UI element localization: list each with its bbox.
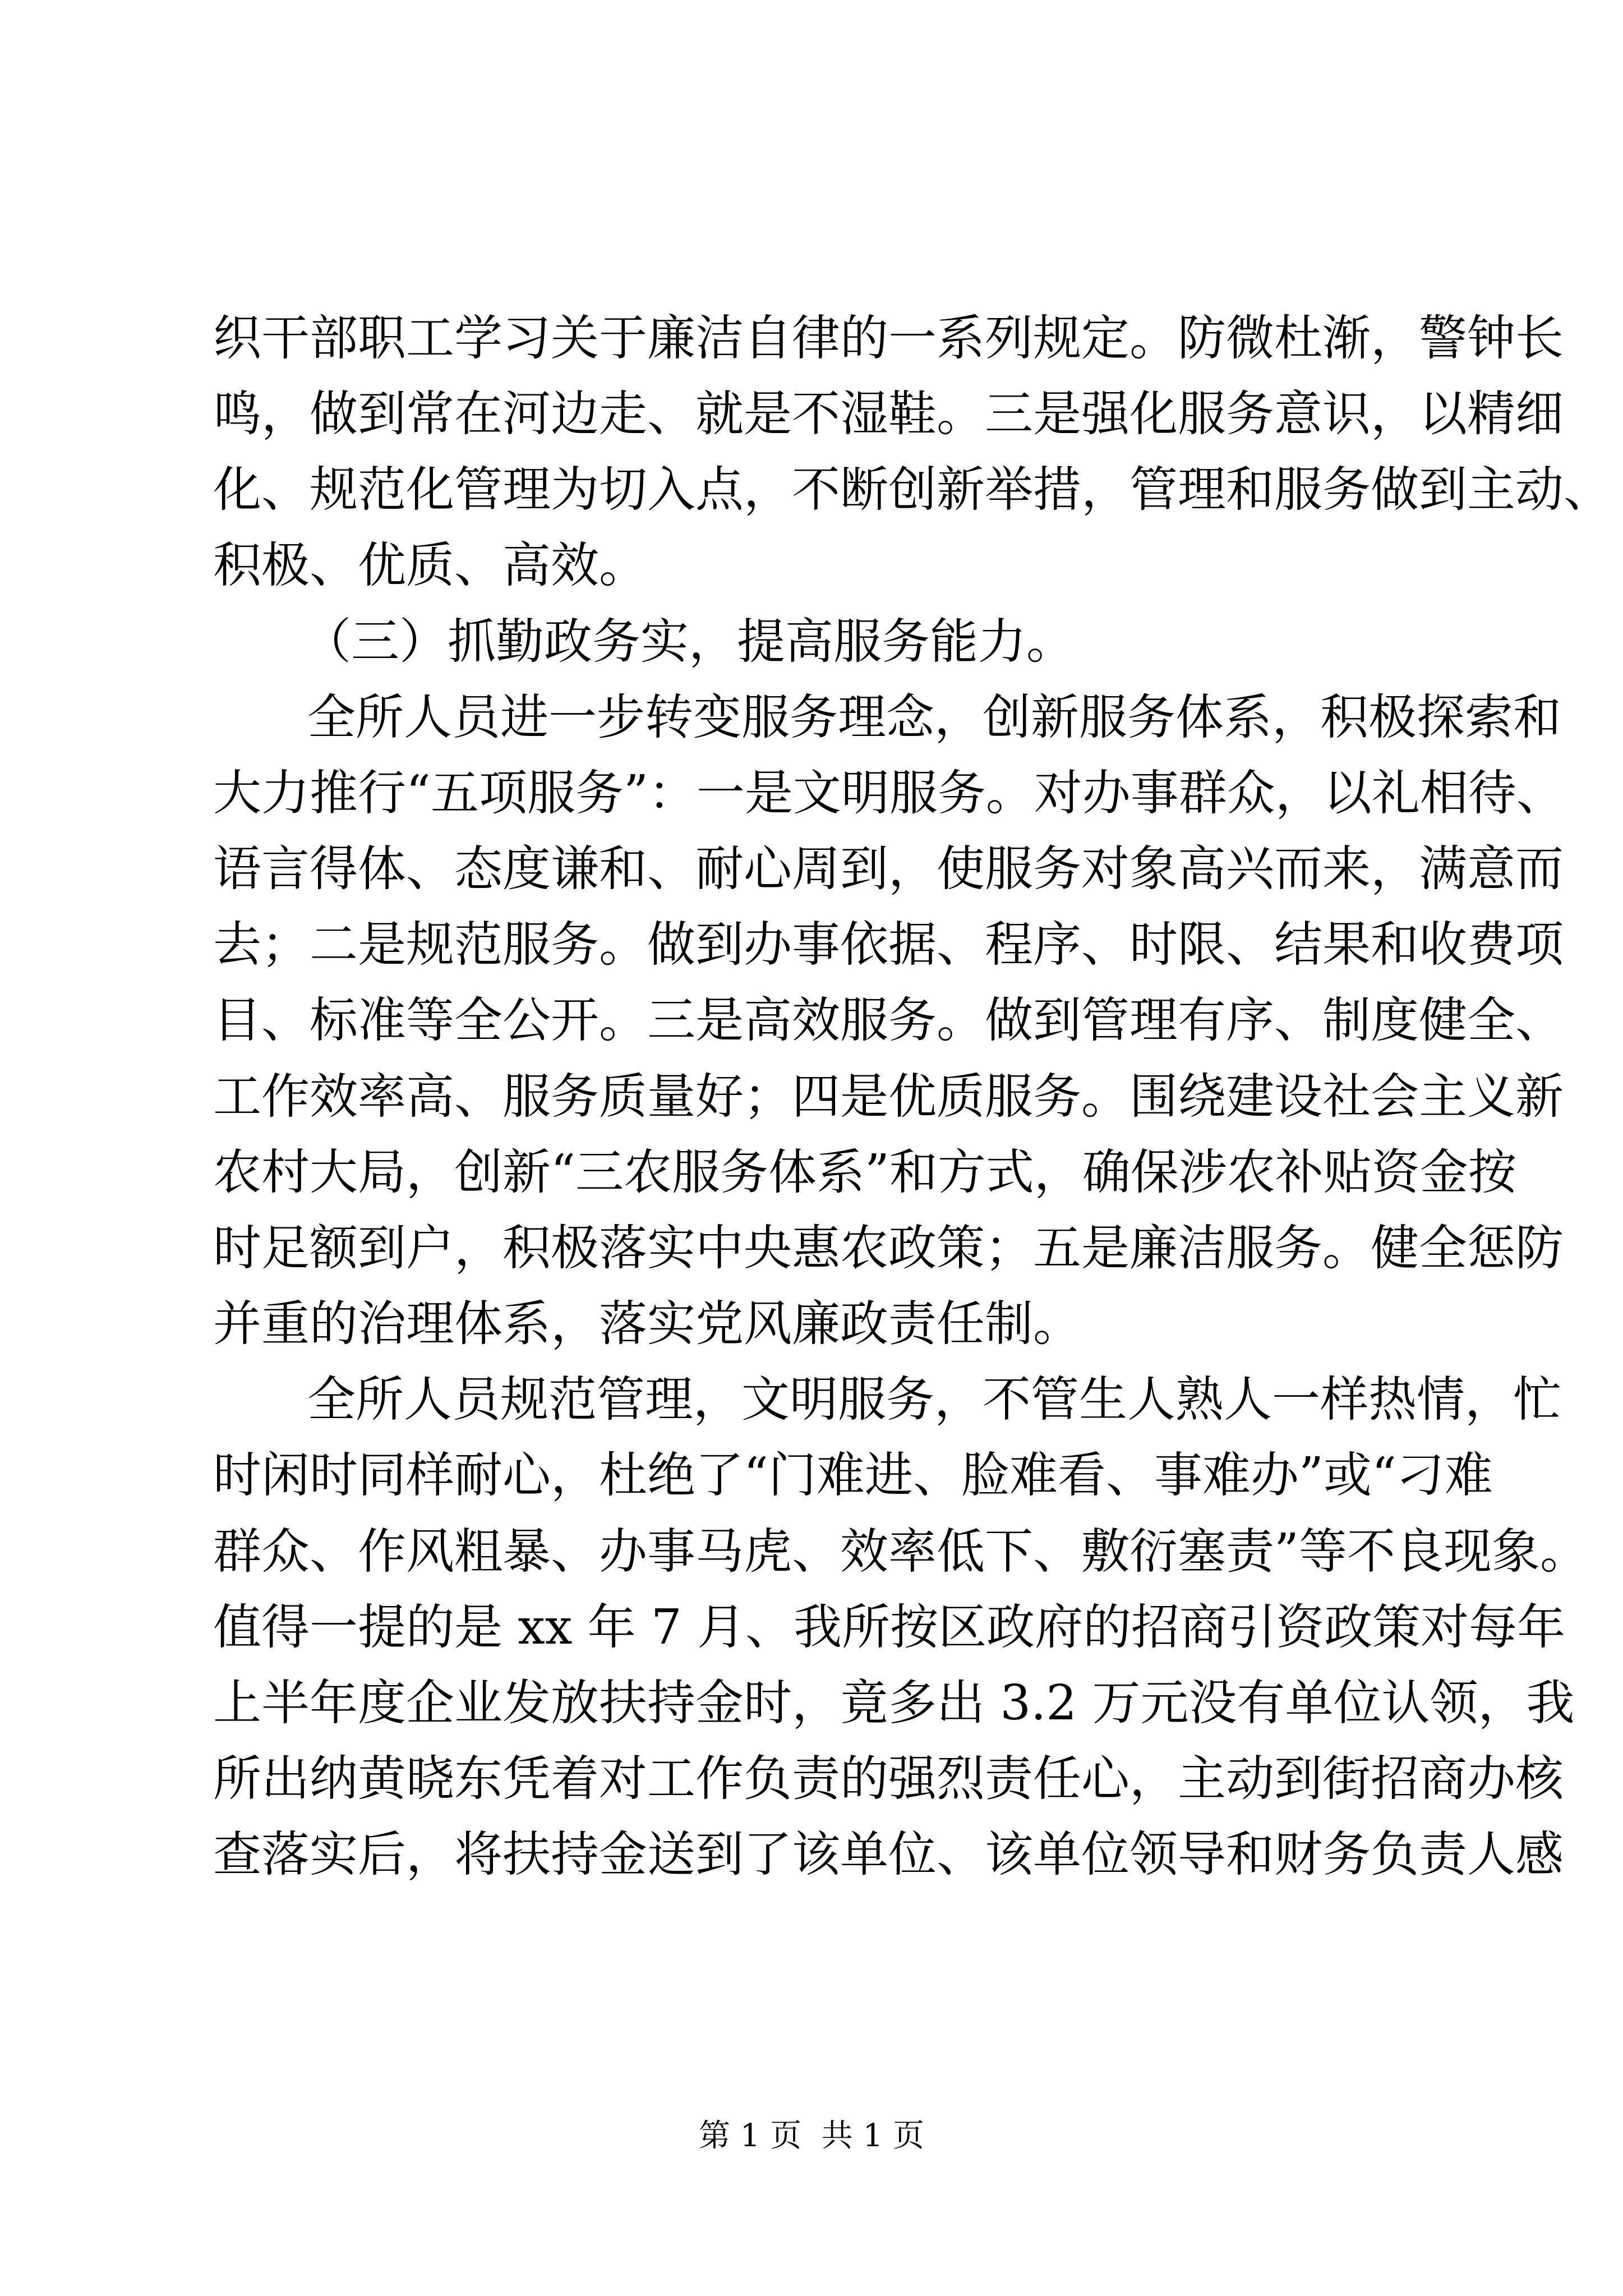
body-text-line: 目、标准等全公开。三是高效服务。做到管理有序、制度健全、	[213, 992, 1564, 1048]
body-text-line: 并重的治理体系，落实党风廉政责任制。	[213, 1296, 1081, 1352]
body-text-line: 农村大局，创新“三农服务体系”和方式，确保涉农补贴资金按	[213, 1144, 1516, 1200]
body-text-line: 化、规范化管理为切入点，不断创新举措，管理和服务做到主动、	[213, 462, 1612, 518]
body-text-line: 上半年度企业发放扶持金时，竟多出 3.2 万元没有单位认领，我	[213, 1675, 1575, 1731]
page-number-footer: 第 1 页 共 1 页	[698, 2118, 925, 2154]
body-text-line: 值得一提的是 xx 年 7 月、我所按区政府的招商引资政策对每年	[213, 1599, 1566, 1655]
body-text-line: 鸣，做到常在河边走、就是不湿鞋。三是强化服务意识，以精细	[213, 386, 1564, 442]
body-text-line: 去；二是规范服务。做到办事依据、程序、时限、结果和收费项	[213, 917, 1564, 973]
body-text-line: 查落实后，将扶持金送到了该单位、该单位领导和财务负责人感	[213, 1826, 1564, 1883]
section-heading: （三）抓勤政务实，提高服务能力。	[303, 614, 1075, 670]
body-text-line: 大力推行“五项服务”：一是文明服务。对办事群众，以礼相待、	[213, 765, 1565, 821]
body-text-line: 时闲时同样耐心，杜绝了“门难进、脸难看、事难办”或“刁难	[213, 1447, 1493, 1503]
body-text-line: 所出纳黄晓东凭着对工作负责的强烈责任心，主动到街招商办核	[213, 1751, 1564, 1807]
body-text-line: 织干部职工学习关于廉洁自律的一系列规定。防微杜渐，警钟长	[213, 310, 1564, 366]
body-text-line: 工作效率高、服务质量好；四是优质服务。围绕建设社会主义新	[213, 1069, 1564, 1125]
body-text-line: 时足额到户，积极落实中央惠农政策；五是廉洁服务。健全惩防	[213, 1220, 1564, 1276]
body-text-line: 语言得体、态度谦和、耐心周到，使服务对象高兴而来，满意而	[213, 841, 1564, 897]
body-text-line: 全所人员进一步转变服务理念，创新服务体系，积极探索和	[307, 689, 1561, 746]
body-text-line: 群众、作风粗暴、办事马虎、效率低下、敷衍塞责”等不良现象。	[213, 1524, 1588, 1580]
body-text-line: 全所人员规范管理，文明服务，不管生人熟人一样热情，忙	[307, 1372, 1561, 1428]
body-text-line: 积极、优质、高效。	[213, 537, 647, 593]
